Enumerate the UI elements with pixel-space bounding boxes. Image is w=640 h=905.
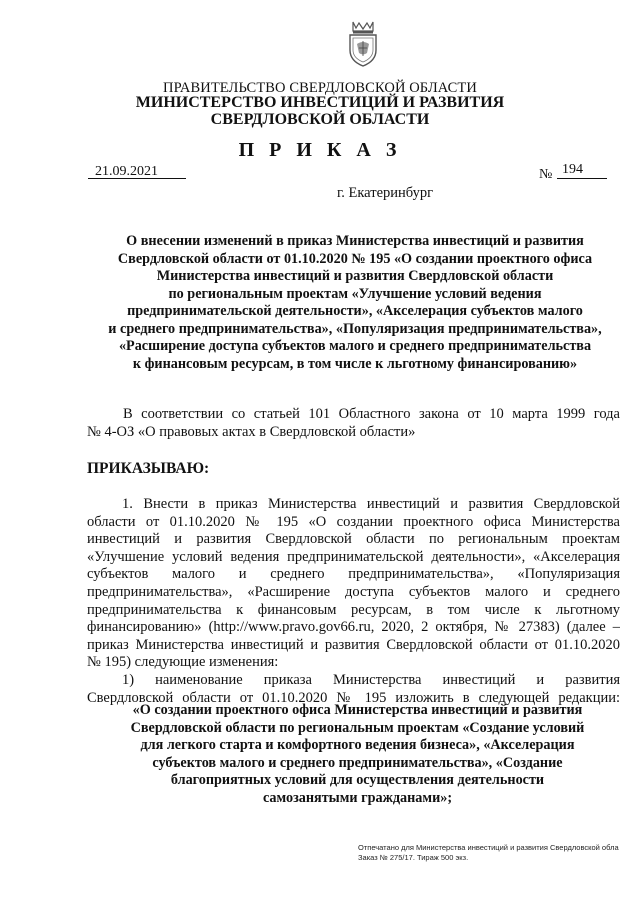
new-order-name <box>95 702 620 808</box>
body-line: предпринимательства», «Расширение доступа субъектов малого и среднего <box>87 583 620 600</box>
title-line: по региональным проектам «Улучшение условий ведения <box>168 285 542 302</box>
title-line: «Расширение доступа субъектов малого и среднего предпринимательства <box>118 338 592 354</box>
title-line: Свердловской области от 01.10.2020 № 195 «О создании проектного офиса <box>117 250 593 267</box>
city: г. Екатеринбург <box>336 185 434 201</box>
print-footer <box>358 843 619 863</box>
government-name: ПРАВИТЕЛЬСТВО СВЕРДЛОВСКОЙ ОБЛАСТИ <box>163 80 477 96</box>
body-line: «Улучшение условий ведения предпринимательской деятельности», «Акселерация <box>87 548 620 565</box>
footer-order-info: Заказ № 275/17. Тираж 500 экз. <box>358 853 469 862</box>
body-line: субъектов малого и среднего предпринимательства», «Популяризация <box>87 566 620 583</box>
document-type: П Р И К А З <box>238 139 402 161</box>
body-line: области от 01.10.2020 № 195 «О создании проектного офиса Министерства <box>87 513 620 530</box>
order-word: ПРИКАЗЫВАЮ: <box>87 460 210 477</box>
number-underline <box>557 178 607 179</box>
order-title <box>90 233 620 373</box>
order-date: 21.09.2021 <box>95 164 158 179</box>
ministry-name-line2: СВЕРДЛОВСКОЙ ОБЛАСТИ <box>210 111 430 128</box>
title-line: и среднего предпринимательства», «Популяризация предпринимательства», <box>108 320 602 337</box>
preamble-line: В соответствии со статьей 101 Областного закона от 10 марта 1999 года <box>123 406 620 422</box>
preamble-line: № 4-ОЗ «О правовых актах в Свердловской области» <box>87 424 416 440</box>
body-line: финансированию» (http://www.pravo.gov66.ru, 2020, 2 октября, № 27383) (далее – <box>87 619 620 636</box>
title-line: к финансовым ресурсам, в том числе к льготному финансированию» <box>132 355 578 372</box>
order-number: 194 <box>562 162 583 177</box>
title-line: предпринимательской деятельности», «Акселерация субъектов малого <box>127 303 583 319</box>
body-line: инвестиций и развития Свердловской области по региональным проектам <box>87 531 620 548</box>
new-name-line: субъектов малого и среднего предпринимательства», «Создание <box>152 754 563 771</box>
new-name-line: для легкого старта и комфортного ведения бизнеса», «Акселерация <box>140 737 575 754</box>
order-number-label: № <box>539 167 553 182</box>
footer-printed-for: Отпечатано для Министерства инвестиций и развития Свердловской обла <box>358 843 619 852</box>
body-line: предпринимательства к финансовым ресурсам, в том числе к льготному <box>87 601 620 618</box>
title-line: О внесении изменений в приказ Министерства инвестиций и развития <box>126 233 584 249</box>
body-line: 1) наименование приказа Министерства инвестиций и развития <box>122 671 620 688</box>
date-underline <box>88 178 186 179</box>
new-name-line: Свердловской области по региональным проектам «Создание условий <box>130 719 585 736</box>
preamble <box>87 405 620 441</box>
body-line: приказ Министерства инвестиций и развития Свердловской области от 01.10.2020 <box>87 636 620 653</box>
new-name-line: «О создании проектного офиса Министерства инвестиций и развития <box>132 702 583 718</box>
order-body <box>87 496 620 707</box>
body-line: 1. Внести в приказ Министерства инвестиций и развития Свердловской <box>122 496 620 512</box>
coat-of-arms-emblem <box>345 20 381 68</box>
ministry-name-line1: МИНИСТЕРСТВО ИНВЕСТИЦИЙ И РАЗВИТИЯ <box>135 94 505 111</box>
body-line: № 195) следующие изменения: <box>87 654 279 671</box>
body-line: Свердловской области от 01.10.2020 № 195 изложить в следующей редакции: <box>87 689 620 706</box>
new-name-line: благоприятных условий для осуществления деятельности <box>170 772 545 789</box>
new-name-line: самозанятыми гражданами»; <box>262 789 453 806</box>
title-line: Министерства инвестиций и развития Свердловской области <box>156 268 554 284</box>
